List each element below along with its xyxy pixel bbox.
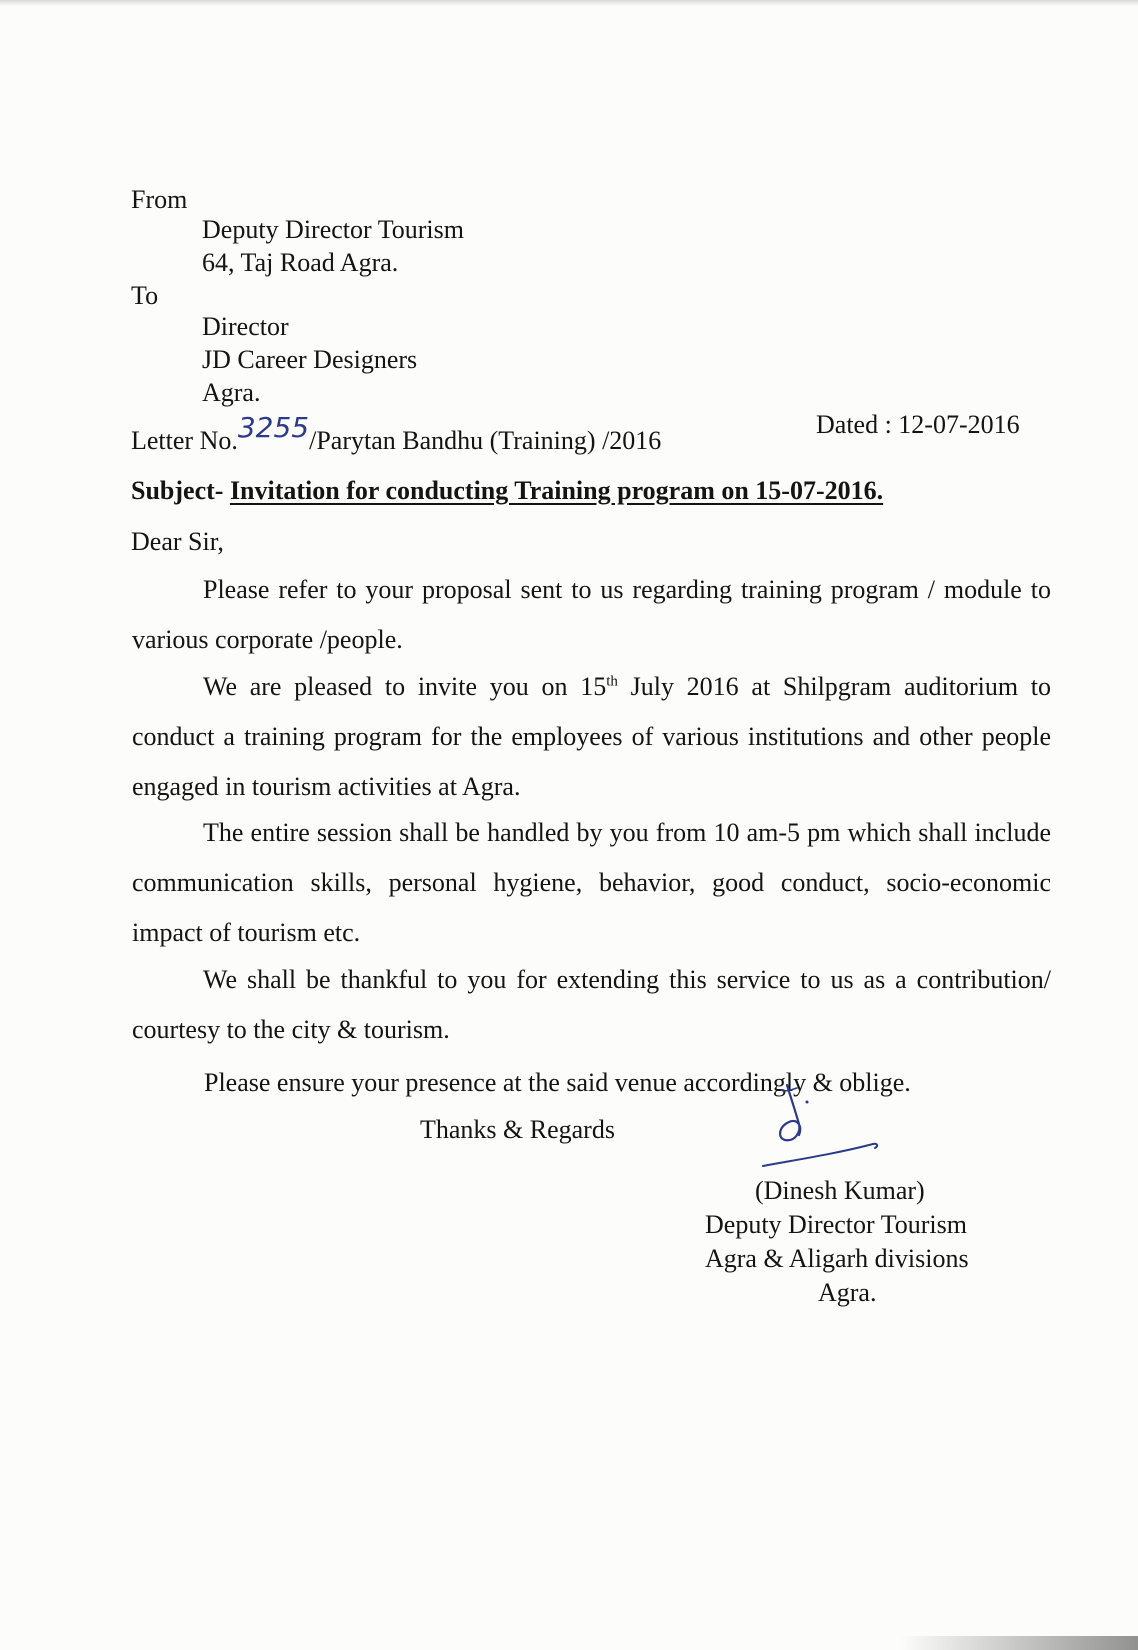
scan-edge-shadow [0,0,1138,6]
signatory-title: Deputy Director Tourism [705,1210,967,1239]
recipient-organisation: JD Career Designers [202,345,418,374]
body-paragraph-1: Please refer to your proposal sent to us regarding training program / module to various corporate /people. [132,575,1051,654]
handwritten-signature-icon [755,1080,890,1175]
letter-number-suffix: /Parytan Bandhu (Training) /2016 [309,426,662,455]
body-paragraph-3: The entire session shall be handled by you from 10 am-5 pm which shall include communication skills, personal hygiene, behavior, good conduct, socio-economic impact of tourism etc. [132,818,1051,947]
date-ordinal-suffix: th [606,673,618,690]
closing-regards: Thanks & Regards [420,1115,615,1144]
scan-corner-shadow [900,1636,1138,1650]
signatory-name: (Dinesh Kumar) [755,1176,925,1205]
sender-address: 64, Taj Road Agra. [202,248,399,277]
invite-text-rest: July 2016 at Shilpgram auditorium to conduct a training program for the employees of various institutions and other people engaged in tourism activities at Agra. [132,672,1051,801]
letter-date: Dated : 12-07-2016 [816,410,1020,439]
recipient-city: Agra. [202,378,261,407]
subject-text: Invitation for conducting Training program on 15-07-2016. [229,476,884,505]
body-paragraph-4: We shall be thankful to you for extending this service to us as a contribution/ courtesy to the city & tourism. [132,965,1051,1044]
body-paragraph-5: Please ensure your presence at the said venue accordingly & oblige. [204,1068,911,1097]
body-paragraph-2 [132,662,1051,812]
invite-text-start: We are pleased to invite you on 15 [203,672,607,701]
recipient-title: Director [202,312,289,341]
letter-number-prefix: Letter No. [131,426,238,455]
sender-title: Deputy Director Tourism [202,215,464,244]
signatory-division: Agra & Aligarh divisions [705,1244,969,1273]
letter-number-line [131,411,662,456]
signatory-place: Agra. [818,1278,877,1307]
subject-label: Subject- [131,476,224,505]
from-label: From [131,185,188,214]
to-label: To [131,281,159,310]
subject-line [131,476,883,506]
salutation: Dear Sir, [131,527,224,556]
handwritten-letter-number: 3255 [237,411,310,444]
